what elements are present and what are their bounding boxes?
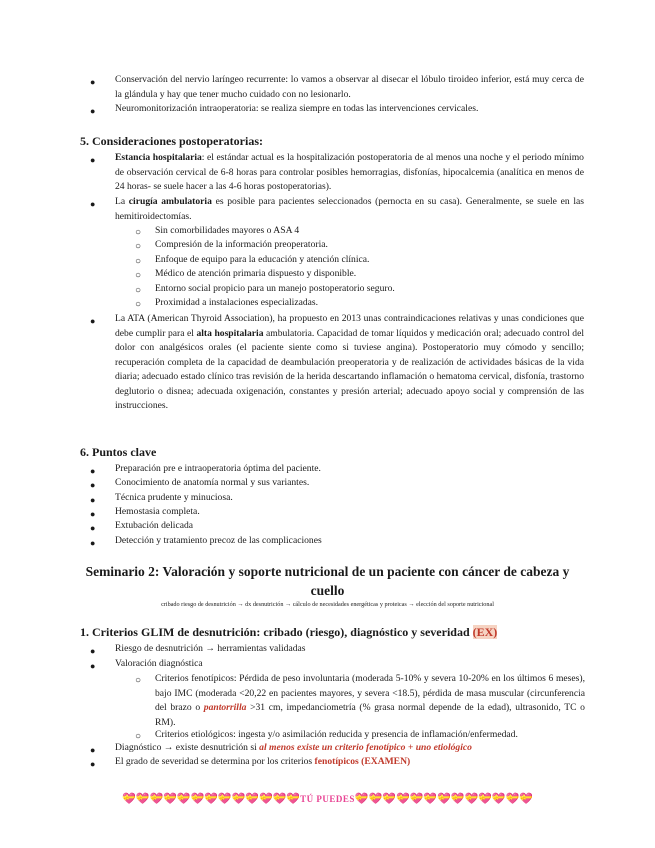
bullet-dot: ● (90, 745, 96, 755)
sub-bullet-circle: ○ (135, 299, 142, 310)
diagnosis-rule-pre: Diagnóstico → existe desnutrición si (115, 742, 260, 753)
key-point: Conocimiento de anatomía normal y sus variantes. (115, 477, 310, 488)
postop-stay-paragraph (115, 151, 584, 195)
ata-pre: La ATA (American Thyroid Association), ha propuesto en 2013 unas contraindicaciones relativas y unas condiciones que debe cumplir para el (115, 313, 584, 339)
bullet-dot: ● (90, 466, 96, 476)
footer-banner (70, 792, 585, 805)
postop-stay-text: : el estándar actual es la hospitalización postoperatoria de al menos una noche y el periodo mínimo de observación cervical de 6-8 horas para controlar posibles hemorragias, disfonías, hipocalcemia (analítica en menos de 24 horas- se suele hacer a las 4-6 horas postoperatorias). (115, 152, 584, 192)
top-item-neuromonitoring: Neuromonitorización intraoperatoria: se realiza siempre en todas las intervenciones cervicales. (115, 103, 479, 114)
bullet-dot: ● (90, 106, 96, 116)
diagnosis-rule-highlight: al menos existe un criterio fenotípico + uno etiológico (259, 742, 472, 753)
bullet-dot: ● (90, 480, 96, 490)
bullet-dot: ● (90, 509, 96, 519)
section-6-heading: 6. Puntos clave (80, 445, 157, 459)
ata-paragraph (115, 312, 584, 414)
ambulatory-condition: Proximidad a instalaciones especializadas. (155, 297, 319, 308)
key-point: Extubación delicada (115, 520, 194, 531)
ata-term: alta hospitalaria (196, 327, 264, 339)
glim-screening: Riesgo de desnutrición → herramientas validadas (115, 643, 306, 654)
ambulatory-paragraph (115, 195, 584, 224)
bullet-dot: ● (90, 646, 96, 656)
sub-bullet-circle: ○ (135, 675, 142, 686)
sub-bullet-circle: ○ (135, 227, 142, 238)
bullet-dot: ● (90, 523, 96, 533)
bullet-dot: ● (90, 199, 96, 209)
glim-diagnosis-rule (115, 741, 584, 756)
severity-rule-pre: El grado de severidad se determina por los criterios (115, 756, 315, 767)
heart-icon-row-right: 💝💝💝💝💝💝💝💝💝💝💝💝💝 (354, 793, 533, 805)
glim-diagnosis: Valoración diagnóstica (115, 658, 203, 669)
seminar-title: Seminario 2: Valoración y soporte nutricional de un paciente con cáncer de cabeza y cuello (85, 564, 570, 598)
ambulatory-text: es posible para pacientes seleccionados (pernocta en su casa). Generalmente, se suele en las hemitiroidectomías. (115, 196, 584, 222)
glim-severity-rule (115, 755, 584, 770)
seminar-flow: cribado riesgo de desnutrición → dx desnutrición → cálculo de necesidades energéticas y proteicas → elección del soporte nutricional (161, 601, 494, 608)
ambulatory-term: cirugía ambulatoria (128, 196, 212, 207)
sub-bullet-circle: ○ (135, 285, 142, 296)
bullet-dot: ● (90, 495, 96, 505)
etiologic-criteria: Criterios etiológicos: ingesta y/o asimilación reducida y presencia de inflamación/enfermedad. (155, 729, 518, 740)
top-item-laryngeal-nerve: Conservación del nervio laríngeo recurrente: lo vamos a observar al disecar el lóbulo tiroideo inferior, está muy cerca de la glándula y hay que tener mucho cuidado con no lesionarlo. (115, 74, 584, 100)
ambulatory-condition: Entorno social propicio para un manejo postoperatorio seguro. (155, 283, 395, 294)
ambulatory-condition: Sin comorbilidades mayores o ASA 4 (155, 225, 300, 236)
exam-badge: (EX) (472, 625, 498, 639)
sub-bullet-circle: ○ (135, 270, 142, 281)
key-point: Detección y tratamiento precoz de las complicaciones (115, 535, 322, 546)
ata-text: ambulatoria. Capacidad de tomar líquidos y medicación oral; adecuado control del dolor con analgésicos orales (el paciente siente como si tuviese angina). Postoperatorio muy cómodo y sencillo; recuperación completa de la capacidad de deambulación preoperatoria y de realización de actividades básicas de la vida diaria; adecuado estado clínico tras revisión de la herida descartando inflamación o hematoma cervical, disfonía, trastorno deglutorio o disnea; adecuada oxigenación, constantes y presión arterial; adecuado apoyo social y comprensión de las instrucciones. (115, 327, 584, 411)
bullet-dot: ● (90, 155, 96, 165)
phenotypic-post: >31 cm, impedanciometría (% grasa normal depende de la edad), ultrasonido, TC o RM). (155, 702, 585, 728)
sub-bullet-circle: ○ (135, 731, 142, 742)
key-point: Hemostasia completa. (115, 506, 200, 517)
heart-icon-row-left: 💝💝💝💝💝💝💝💝💝💝💝💝💝 (122, 793, 301, 805)
phenotypic-pre: Criterios fenotípicos: Pérdida de peso involuntaria (moderada 5-10% y severa 10-20% en los últimos 6 meses), bajo IMC (moderada <20,22 en pacientes mayores, y severa <18.5), pérdida de masa muscular (circunferencia del brazo o (155, 673, 585, 713)
sub-bullet-circle: ○ (135, 241, 142, 252)
key-point: Preparación pre e intraoperatoria óptima del paciente. (115, 463, 321, 474)
footer-text: TÚ PUEDES (300, 794, 355, 804)
ambulatory-condition: Enfoque de equipo para la educación y atención clínica. (155, 254, 370, 265)
key-point: Técnica prudente y minuciosa. (115, 492, 233, 503)
severity-rule-highlight: fenotípicos (EXAMEN) (314, 756, 411, 767)
ambulatory-condition: Médico de atención primaria dispuesto y disponible. (155, 268, 357, 279)
section-5-heading: 5. Consideraciones postoperatorias: (80, 134, 263, 148)
bullet-dot: ● (90, 759, 96, 769)
section-1-heading-text: 1. Criterios GLIM de desnutrición: cribado (riesgo), diagnóstico y severidad (80, 625, 473, 639)
calf-highlight: pantorrilla (203, 702, 247, 713)
section-1-heading (80, 625, 497, 640)
ambulatory-condition: Compresión de la información preoperatoria. (155, 239, 328, 250)
bullet-dot: ● (90, 316, 96, 326)
bullet-dot: ● (90, 538, 96, 548)
bullet-dot: ● (90, 661, 96, 671)
bullet-dot: ● (90, 77, 96, 87)
phenotypic-criteria (155, 672, 585, 730)
ambulatory-pre: La (115, 196, 129, 207)
sub-bullet-circle: ○ (135, 256, 142, 267)
postop-stay-term: Estancia hospitalaria (115, 152, 202, 163)
